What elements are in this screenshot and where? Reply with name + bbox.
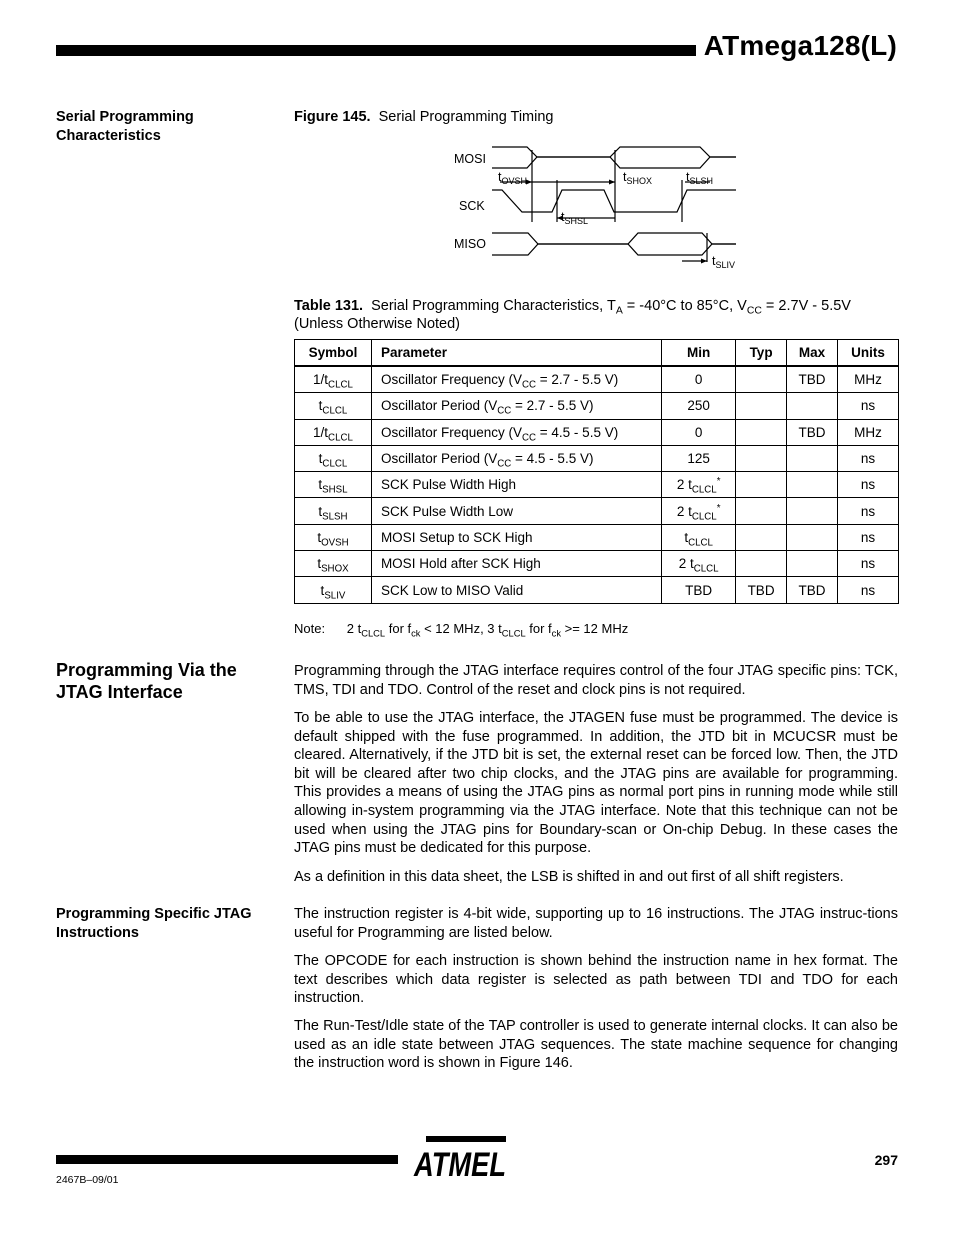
cell-parameter: SCK Low to MISO Valid [371,577,661,603]
cell-min: 125 [662,445,736,471]
table-row [295,445,899,471]
cell-max [787,445,838,471]
cell-symbol: $t_{CLCL}$ [295,445,372,471]
document-number: 2467B–09/01 [56,1174,119,1186]
table-row [295,498,899,524]
table-header-row [295,340,899,367]
cell-parameter: Oscillator Frequency ($V_{CC} = 2.7 - 5.5$ V) [371,366,661,393]
cell-max: TBD [787,577,838,603]
cell-units: ns [838,551,899,577]
table-label: Table 131. [294,298,364,314]
cell-min: 2 $t_{CLCL}^*$ [662,498,736,524]
cell-typ [736,366,787,393]
cell-symbol: $t_{SHSL}$ [295,472,372,498]
cell-units: MHz [838,366,899,393]
col-units: Units [838,340,899,367]
heading-serial-programming: Serial Programming Characteristics [56,109,194,144]
header-rule [56,45,696,56]
cell-typ [736,524,787,550]
timing-label-slsh: $t_{SLSH}$ [686,170,713,187]
table-row [295,419,899,445]
col-min: Min [662,340,736,367]
cell-symbol: $t_{SLSH}$ [295,498,372,524]
cell-units: ns [838,445,899,471]
cell-min: 250 [662,393,736,419]
cell-max [787,551,838,577]
footer-rule [56,1155,398,1164]
timing-label-shox: $t_{SHOX}$ [623,170,652,187]
cell-typ [736,419,787,445]
signal-label-mosi: MOSI [454,152,486,166]
figure-title: Serial Programming Timing [378,109,554,125]
table-caption: Table 131. Serial Programming Characteristics, $T_A = -40^\circ C$ to 85°C, $V_{CC} = 2.7V - 5.5V$ (Unless Otherwise Noted) [294,298,851,332]
cell-units: MHz [838,419,899,445]
atmel-logo [412,1136,510,1184]
table-row [295,551,899,577]
cell-symbol: $1/t_{CLCL}$ [295,419,372,445]
signal-label-miso: MISO [454,237,486,251]
cell-typ [736,472,787,498]
timing-label-ovsh: $t_{OVSH}$ [498,170,527,187]
figure-caption [294,108,554,126]
atmel-logo-mark [412,1136,510,1184]
timing-diagram [440,140,750,275]
cell-max: TBD [787,366,838,393]
cell-units: ns [838,472,899,498]
paragraph-instruction-register: The instruction register is 4-bit wide, supporting up to 16 instructions. The JTAG instruc-tions useful for Programming are listed below. [294,906,898,941]
cell-typ [736,498,787,524]
cell-parameter: Oscillator Frequency ($V_{CC} = 4.5 - 5.5$ V) [371,419,661,445]
cell-min: TBD [662,577,736,603]
timing-label-sliv: $t_{SLIV}$ [712,254,735,271]
table-row [295,577,899,603]
cell-min: 2 $t_{CLCL}^*$ [662,472,736,498]
serial-programming-table [294,339,899,604]
heading-jtag-programming: Programming Via the JTAG Interface [56,660,237,702]
cell-symbol: $t_{OVSH}$ [295,524,372,550]
cell-parameter: Oscillator Period ($V_{CC} = 4.5 - 5.5$ V) [371,445,661,471]
col-max: Max [787,340,838,367]
table-row [295,393,899,419]
cell-min: $t_{CLCL}$ [662,524,736,550]
cell-max [787,472,838,498]
paragraph-opcode: The OPCODE for each instruction is shown behind the instruction name in hex format. The text describes which data register is selected as path between TDI and TDO for each instruction. [294,953,898,1007]
table-row [295,366,899,393]
cell-parameter: SCK Pulse Width Low [371,498,661,524]
table-row [295,472,899,498]
cell-symbol: $t_{CLCL}$ [295,393,372,419]
cell-units: ns [838,524,899,550]
cell-typ [736,445,787,471]
cell-typ [736,393,787,419]
timing-label-shsl: $t_{SHSL}$ [561,210,588,227]
cell-parameter: MOSI Hold after SCK High [371,551,661,577]
document-title: ATmega128(L) [703,30,897,61]
cell-parameter: MOSI Setup to SCK High [371,524,661,550]
cell-symbol: $t_{SLIV}$ [295,577,372,603]
table-row [295,524,899,550]
cell-max: TBD [787,419,838,445]
col-parameter: Parameter [371,340,661,367]
cell-symbol: $t_{SHOX}$ [295,551,372,577]
cell-max [787,524,838,550]
cell-parameter: SCK Pulse Width High [371,472,661,498]
cell-max [787,393,838,419]
cell-units: ns [838,498,899,524]
cell-parameter: Oscillator Period ($V_{CC} = 2.7 - 5.5$ V) [371,393,661,419]
cell-min: 0 [662,419,736,445]
cell-symbol: $1/t_{CLCL}$ [295,366,372,393]
atmel-logo-text: ATMEL [413,1146,506,1184]
paragraph-jtagen-fuse: To be able to use the JTAG interface, the JTAGEN fuse must be programmed. The device is default shipped with the fuse programmed. In addition, the JTD bit in MCUCSR must be cleared. Alternatively, if the JTD bit is set, the external reset can be forced low. Then, the JTD bit will be cleared after two chip clocks, and the JTAG pins are available for programming. This provides a means of using the JTAG pins as normal port pins in running mode while still allowing in-system programming via the JTAG interface. Note that this technique can not be used when using the JTAG pins for Boundary-scan or On-chip Debug. In these cases the JTAG pins must be dedicated for this purpose. [294,710,898,857]
cell-max [787,498,838,524]
heading-specific-instructions: Programming Specific JTAG Instructions [56,906,252,941]
col-symbol: Symbol [295,340,372,367]
paragraph-run-test-idle: The Run-Test/Idle state of the TAP controller is used to generate internal clocks. It can also be used as an idle state between JTAG sequences. The state machine sequence for changing the instruction word is shown in Figure 146. [294,1018,898,1072]
page-number: 297 [874,1152,898,1168]
cell-units: ns [838,393,899,419]
col-typ: Typ [736,340,787,367]
cell-units: ns [838,577,899,603]
paragraph-jtag-pins: Programming through the JTAG interface requires control of the four JTAG specific pins: TCK, TMS, TDI and TDO. Control of the reset and clock pins is not required. [294,663,898,698]
cell-min: 2 $t_{CLCL}$ [662,551,736,577]
paragraph-lsb-definition: As a definition in this data sheet, the LSB is shifted in and out first of all shift registers. [294,869,844,885]
table-note: Note: 2 $t_{CLCL}$ for $f_{ck} < 12$ MHz, 3 $t_{CLCL}$ for $f_{ck} >= 12$ MHz [294,621,629,639]
cell-min: 0 [662,366,736,393]
figure-label: Figure 145. [294,109,371,125]
cell-typ [736,551,787,577]
signal-label-sck: SCK [459,199,485,213]
cell-typ: TBD [736,577,787,603]
